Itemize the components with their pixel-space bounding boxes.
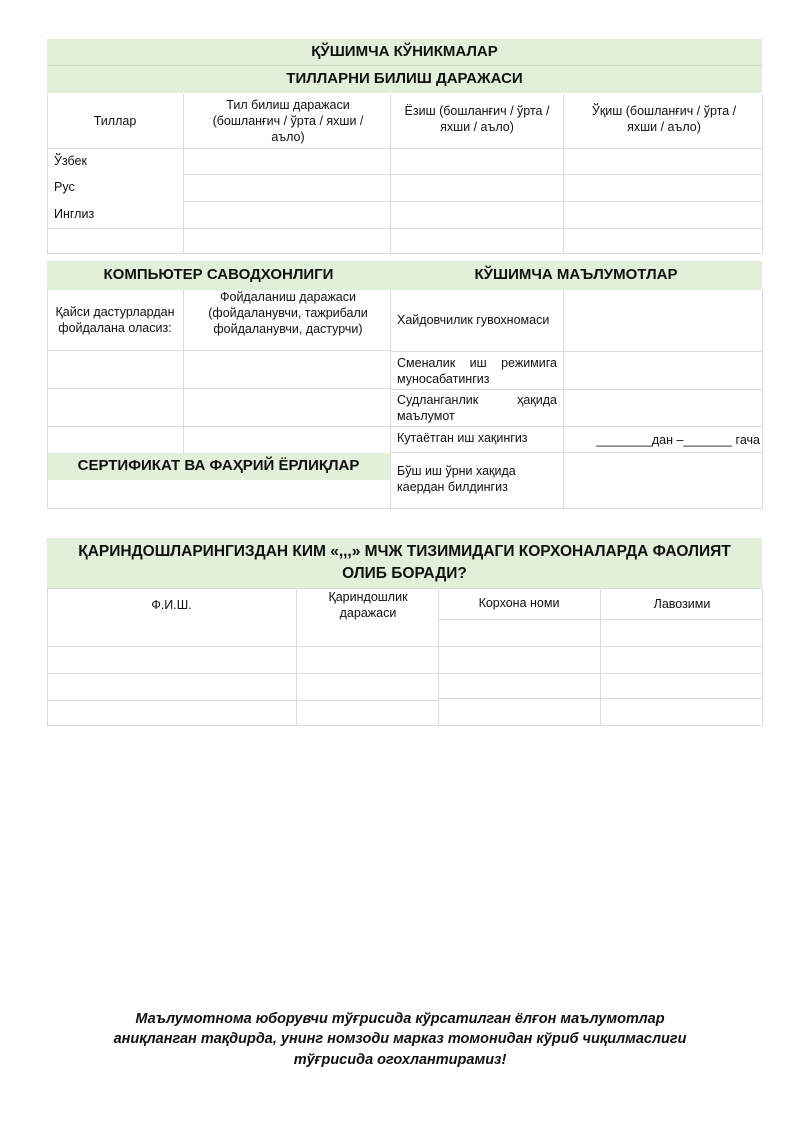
column-header-languages: Тиллар [93,113,137,128]
footer-warning [40,1009,760,1070]
table-row-label: Ўзбек [54,153,87,168]
column-header-level: Тил билиш даражаси (бошланғич / ўрта / яхши / аъло) [212,97,364,145]
footer-line: Маълумотнома юборувчи тўғрисида кўрсатилган ёлғон маълумотлар [135,1011,665,1027]
info-label-drivers-license: Хайдовчилик гувохномаси [397,312,550,327]
skills-title: ҚЎШИМЧА КЎНИКМАЛАР [47,39,762,65]
computer-level-header: Фойдаланиш даражаси (фойдаланувчи, тажрибали фойдаланувчи, дастурчи) [208,289,368,337]
column-header-relation: Қариндошлик даражаси [328,589,408,620]
info-label-expected-salary: Кутаётган иш хақингиз [397,430,528,445]
column-header-company: Корхона номи [478,595,560,610]
info-label-criminal-record: Судланганлик ҳақида маълумот [397,392,557,423]
salary-range-field[interactable]: ________дан –_______ гача [596,432,760,447]
relatives-title: ҚАРИНДОШЛАРИНГИЗДАН КИМ «,,,» МЧЖ ТИЗИМИДАГИ КОРХОНАЛАРДА ФАОЛИЯТ ОЛИБ БОРАДИ? [47,538,762,588]
table-row-label: Рус [54,179,75,194]
footer-line: аниқланган тақдирда, унинг номзоди марказ томонидан кўриб чиқилмаслиги [113,1031,687,1048]
column-header-position: Лавозими [653,596,711,611]
table-row-label: Инглиз [54,206,95,221]
footer-line: тўғрисида огохлантирамиз! [293,1051,507,1068]
column-header-full-name: Ф.И.Ш. [151,597,192,612]
column-header-writing: Ёзиш (бошланғич / ўрта / яхши / аъло) [404,103,550,134]
column-header-reading: Ўқиш (бошланғич / ўрта / яхши / аъло) [591,103,737,134]
additional-info-title: КЎШИМЧА МАЪЛУМОТЛАР [390,261,762,290]
info-label-shift-work: Сменалик иш режимига муносабатингиз [397,355,557,386]
computer-literacy-title: КОМПЬЮТЕР САВОДХОНЛИГИ [47,261,390,290]
certificates-title: СЕРТИФИКАТ ВА ФАҲРИЙ ЁРЛИҚЛАР [47,453,390,480]
info-label-vacancy-source: Бўш иш ўрни хақида каердан билдингиз [397,463,516,494]
languages-title: ТИЛЛАРНИ БИЛИШ ДАРАЖАСИ [47,66,762,93]
computer-programs-header: Қайси дастурлардан фойдалана оласиз: [55,304,175,335]
